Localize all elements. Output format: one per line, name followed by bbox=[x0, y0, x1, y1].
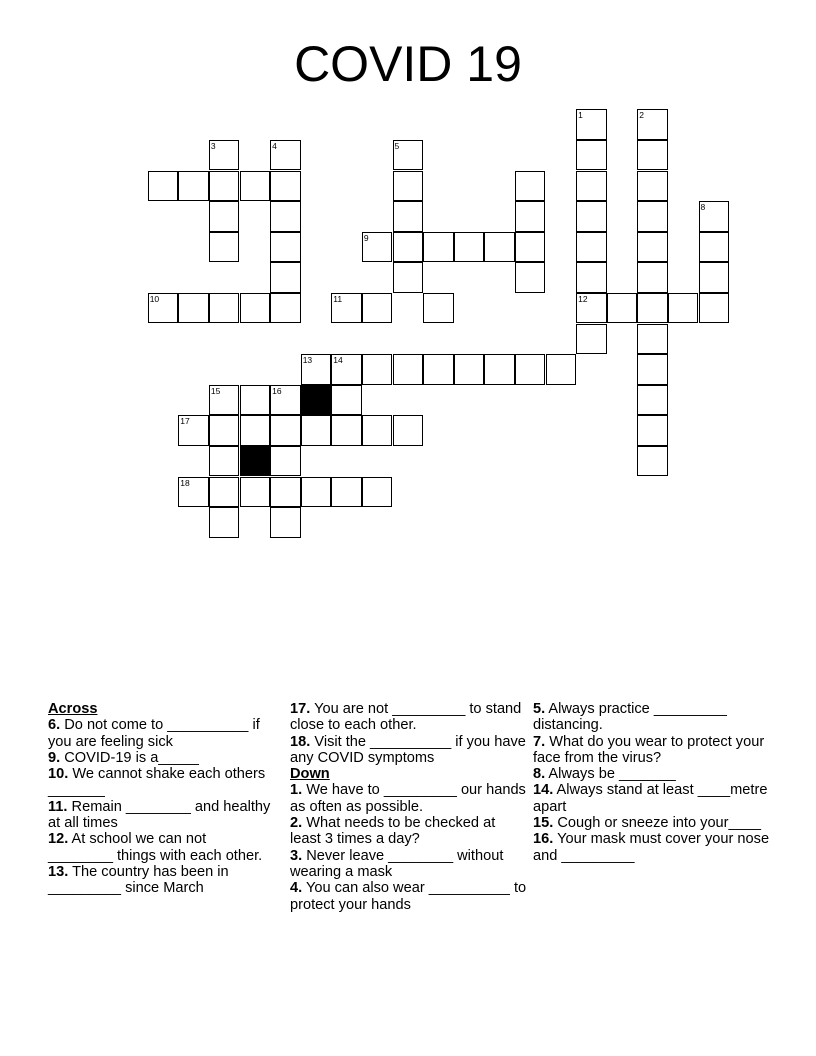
grid-cell[interactable] bbox=[270, 415, 301, 446]
clue-number: 12 bbox=[578, 293, 588, 304]
grid-cell[interactable] bbox=[699, 201, 730, 232]
grid-cell[interactable] bbox=[668, 293, 699, 324]
grid-cell[interactable] bbox=[637, 293, 668, 324]
clue-down-15: 15. Cough or sneeze into your____ bbox=[533, 815, 762, 832]
grid-cell[interactable] bbox=[148, 293, 179, 324]
grid-cell[interactable] bbox=[393, 201, 424, 232]
grid-cell[interactable] bbox=[423, 232, 454, 263]
grid-cell[interactable] bbox=[209, 171, 240, 202]
grid-cell[interactable] bbox=[209, 477, 240, 508]
grid-cell[interactable] bbox=[209, 385, 240, 416]
clue-across-6: 6. Do not come to __________ if you are feeling sick bbox=[48, 717, 260, 750]
clue-number: 5 bbox=[394, 140, 400, 151]
down-header: Down bbox=[290, 766, 330, 783]
clue-column-2 bbox=[290, 701, 528, 913]
grid-cell[interactable] bbox=[576, 232, 607, 263]
grid-cell[interactable] bbox=[331, 293, 362, 324]
clue-number: 13 bbox=[302, 355, 313, 366]
grid-cell[interactable] bbox=[576, 262, 607, 293]
grid-cell[interactable] bbox=[301, 415, 332, 446]
clue-down-16: 16. Your mask must cover your nose and _________ bbox=[533, 831, 770, 864]
grid-cell[interactable] bbox=[240, 477, 271, 508]
black-cell bbox=[301, 385, 332, 416]
clue-down-1: 1. We have to _________ our hands as often as possible. bbox=[290, 782, 526, 815]
grid-cell[interactable] bbox=[178, 293, 209, 324]
grid-cell[interactable] bbox=[637, 109, 668, 140]
clue-column-3 bbox=[533, 701, 778, 864]
grid-cell[interactable] bbox=[362, 477, 393, 508]
grid-cell[interactable] bbox=[301, 477, 332, 508]
clue-number: 1 bbox=[578, 110, 583, 121]
across-header: Across bbox=[48, 701, 98, 717]
clue-across-17: 17. You are not _________ to stand close to each other. bbox=[290, 701, 522, 734]
puzzle-title: COVID 19 bbox=[294, 36, 522, 92]
grid-cell[interactable] bbox=[454, 354, 485, 385]
grid-cell[interactable] bbox=[362, 232, 393, 263]
grid-cell[interactable] bbox=[576, 324, 607, 355]
grid-cell[interactable] bbox=[393, 232, 424, 263]
grid-cell[interactable] bbox=[637, 354, 668, 385]
grid-cell[interactable] bbox=[270, 201, 301, 232]
grid-cell[interactable] bbox=[637, 201, 668, 232]
grid-cell[interactable] bbox=[270, 446, 301, 477]
grid-cell[interactable] bbox=[270, 262, 301, 293]
grid-cell[interactable] bbox=[240, 385, 271, 416]
grid-cell[interactable] bbox=[699, 262, 730, 293]
grid-cell[interactable] bbox=[637, 415, 668, 446]
black-cell bbox=[240, 446, 271, 477]
clue-number: 14 bbox=[333, 355, 343, 366]
grid-cell[interactable] bbox=[515, 354, 546, 385]
clue-across-18: 18. Visit the __________ if you have any COVID symptoms bbox=[290, 733, 526, 766]
grid-cell[interactable] bbox=[270, 140, 301, 171]
clue-column-1 bbox=[48, 701, 273, 897]
grid-cell[interactable] bbox=[484, 232, 515, 263]
clue-across-9: 9. COVID-19 is a_____ bbox=[48, 749, 199, 766]
grid-cell[interactable] bbox=[270, 293, 301, 324]
grid-cell[interactable] bbox=[178, 415, 209, 446]
grid-cell[interactable] bbox=[393, 171, 424, 202]
clue-down-3: 3. Never leave ________ without wearing a mask bbox=[290, 847, 504, 880]
grid-cell[interactable] bbox=[331, 477, 362, 508]
clue-number: 15 bbox=[210, 385, 221, 396]
grid-cell[interactable] bbox=[699, 232, 730, 263]
grid-cell[interactable] bbox=[546, 354, 577, 385]
clue-down-7: 7. What do you wear to protect your face from the virus? bbox=[533, 733, 765, 766]
clue-number: 8 bbox=[700, 202, 706, 213]
grid-cell[interactable] bbox=[270, 385, 301, 416]
grid-cell[interactable] bbox=[178, 477, 209, 508]
clue-down-8: 8. Always be _______ bbox=[533, 766, 676, 783]
clue-number: 16 bbox=[272, 385, 282, 396]
grid-cell[interactable] bbox=[393, 354, 424, 385]
grid-cell[interactable] bbox=[240, 415, 271, 446]
clue-down-2: 2. What needs to be checked at least 3 times a day? bbox=[290, 815, 496, 848]
grid-cell[interactable] bbox=[331, 354, 362, 385]
grid-cell[interactable] bbox=[637, 232, 668, 263]
grid-cell[interactable] bbox=[576, 293, 607, 324]
grid-cell[interactable] bbox=[270, 171, 301, 202]
clue-down-14: 14. Always stand at least ____metre apart bbox=[533, 782, 768, 815]
grid-cell[interactable] bbox=[209, 507, 240, 538]
grid-cell[interactable] bbox=[270, 477, 301, 508]
grid-cell[interactable] bbox=[637, 262, 668, 293]
clue-across-11: 11. Remain ________ and healthy at all times bbox=[48, 798, 271, 832]
grid-cell[interactable] bbox=[240, 293, 271, 324]
grid-cell[interactable] bbox=[148, 171, 179, 202]
grid-cell[interactable] bbox=[209, 140, 240, 171]
grid-cell[interactable] bbox=[423, 293, 454, 324]
grid-cell[interactable] bbox=[209, 232, 240, 263]
clue-number: 10 bbox=[149, 293, 160, 304]
grid-cell[interactable] bbox=[637, 171, 668, 202]
grid-cell[interactable] bbox=[515, 232, 546, 263]
grid-cell[interactable] bbox=[637, 446, 668, 477]
grid-cell[interactable] bbox=[576, 140, 607, 171]
grid-cell[interactable] bbox=[209, 293, 240, 324]
grid-cell[interactable] bbox=[209, 415, 240, 446]
clue-across-13: 13. The country has been in _________ since March bbox=[48, 863, 229, 897]
clue-number: 18 bbox=[180, 477, 190, 488]
grid-cell[interactable] bbox=[331, 385, 362, 416]
grid-cell[interactable] bbox=[209, 446, 240, 477]
grid-cell[interactable] bbox=[393, 415, 424, 446]
clue-down-5: 5. Always practice _________ distancing. bbox=[533, 701, 727, 734]
clue-down-4: 4. You can also wear __________ to protect your hands bbox=[290, 880, 527, 913]
clue-number: 17 bbox=[180, 416, 190, 427]
grid-cell[interactable] bbox=[454, 232, 485, 263]
grid-cell[interactable] bbox=[240, 171, 271, 202]
clue-number: 3 bbox=[210, 140, 216, 151]
grid-cell[interactable] bbox=[178, 171, 209, 202]
grid-cell[interactable] bbox=[607, 293, 638, 324]
grid-cell[interactable] bbox=[393, 262, 424, 293]
grid-cell[interactable] bbox=[423, 354, 454, 385]
clue-across-10: 10. We cannot shake each others _______ bbox=[48, 766, 266, 799]
grid-cell[interactable] bbox=[362, 293, 393, 324]
grid-cell[interactable] bbox=[331, 415, 362, 446]
grid-cell[interactable] bbox=[270, 232, 301, 263]
clue-number: 4 bbox=[272, 140, 277, 151]
grid-cell[interactable] bbox=[576, 171, 607, 202]
grid-cell[interactable] bbox=[515, 171, 546, 202]
clue-number: 2 bbox=[639, 110, 645, 121]
grid-cell[interactable] bbox=[515, 262, 546, 293]
grid-cell[interactable] bbox=[393, 140, 424, 171]
grid-cell[interactable] bbox=[637, 385, 668, 416]
grid-cell[interactable] bbox=[362, 354, 393, 385]
grid-cell[interactable] bbox=[576, 109, 607, 140]
grid-cell[interactable] bbox=[637, 324, 668, 355]
clue-number: 9 bbox=[363, 232, 369, 243]
clue-number: 11 bbox=[333, 293, 343, 304]
grid-cell[interactable] bbox=[699, 293, 730, 324]
grid-cell[interactable] bbox=[270, 507, 301, 538]
grid-cell[interactable] bbox=[301, 354, 332, 385]
clue-across-12: 12. At school we can not ________ things with each other. bbox=[48, 831, 263, 864]
grid-cell[interactable] bbox=[209, 201, 240, 232]
grid-cell[interactable] bbox=[362, 415, 393, 446]
grid-cell[interactable] bbox=[637, 140, 668, 171]
grid-cell[interactable] bbox=[515, 201, 546, 232]
grid-cell[interactable] bbox=[484, 354, 515, 385]
grid-cell[interactable] bbox=[576, 201, 607, 232]
